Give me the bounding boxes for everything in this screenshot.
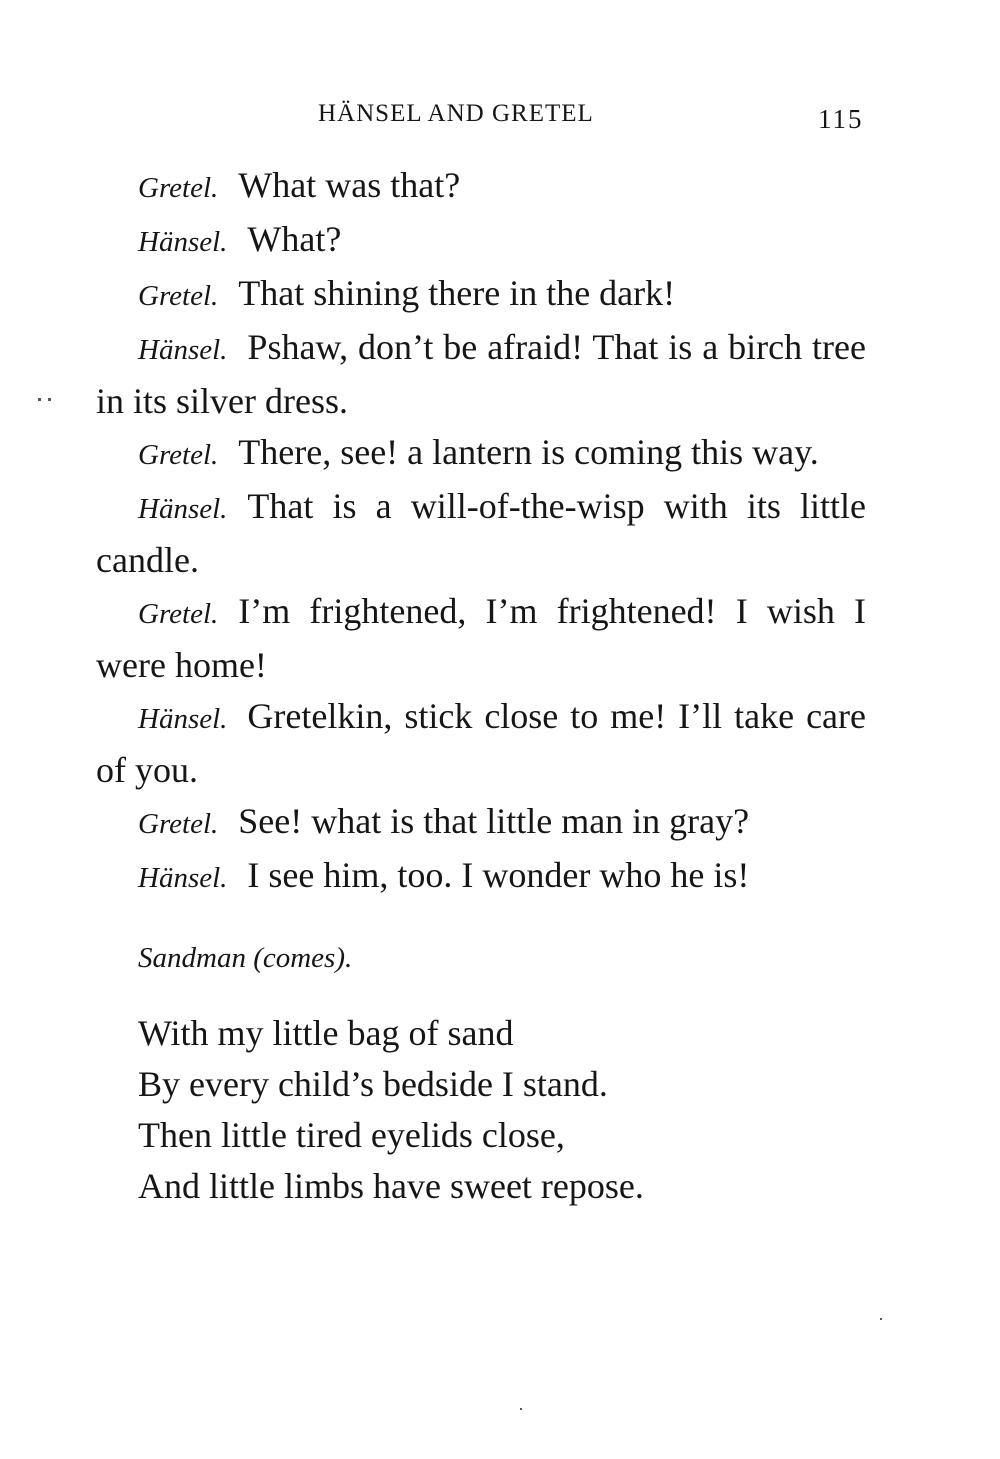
stage-action: (comes).: [253, 942, 353, 974]
speaker-name: Hänsel.: [138, 862, 228, 894]
scan-speck: [880, 1318, 882, 1320]
page-body: [96, 160, 866, 1212]
speaker-name: Hänsel.: [138, 226, 228, 258]
dialogue-text: I’m frightened, I’m frightened! I wish I were home!: [96, 591, 866, 685]
dialogue-line: [96, 850, 866, 904]
speaker-name: Gretel.: [138, 598, 219, 630]
speaker-name: Hänsel.: [138, 703, 228, 735]
stage-speaker: Sandman: [138, 942, 246, 974]
dialogue-line: [96, 160, 866, 214]
verse-line: By every child’s bedside I stand.: [138, 1064, 608, 1104]
dialogue-line: [96, 322, 866, 427]
dialogue-text: There, see! a lantern is coming this way.: [238, 432, 819, 472]
speaker-name: Hänsel.: [138, 493, 228, 525]
dialogue-line: [96, 268, 866, 322]
verse-line: With my little bag of sand: [138, 1013, 514, 1053]
dialogue-text: I see him, too. I wonder who he is!: [247, 855, 750, 895]
dialogue-text: What was that?: [238, 165, 461, 205]
dialogue-line: [96, 691, 866, 796]
page-number: 115: [818, 104, 864, 134]
verse-line: And little limbs have sweet repose.: [138, 1166, 644, 1206]
dialogue-text: That is a will-of-the-wisp with its little candle.: [96, 486, 866, 580]
dialogue-text: That shining there in the dark!: [238, 273, 676, 313]
stage-direction: [138, 938, 866, 978]
speaker-name: Gretel.: [138, 172, 219, 204]
dialogue-text: See! what is that little man in gray?: [238, 801, 750, 841]
speaker-name: Hänsel.: [138, 334, 228, 366]
speaker-name: Gretel.: [138, 280, 219, 312]
verse-block: [138, 1008, 866, 1212]
running-head: HÄNSEL AND GRETEL: [318, 100, 594, 127]
speaker-name: Gretel.: [138, 439, 219, 471]
dialogue-line: [96, 586, 866, 691]
scan-speck: [48, 398, 51, 401]
dialogue-text: What?: [247, 219, 342, 259]
speaker-name: Gretel.: [138, 808, 219, 840]
scan-speck: [38, 398, 41, 401]
verse-line: Then little tired eyelids close,: [138, 1115, 565, 1155]
dialogue-line: [96, 481, 866, 586]
dialogue-text: Gretelkin, stick close to me! I’ll take care of you.: [96, 696, 866, 790]
scan-speck: [520, 1408, 522, 1410]
dialogue-line: [96, 214, 866, 268]
dialogue-text: Pshaw, don’t be afraid! That is a birch tree in its silver dress.: [96, 327, 866, 421]
dialogue-line: [96, 427, 866, 481]
dialogue-line: [96, 796, 866, 850]
